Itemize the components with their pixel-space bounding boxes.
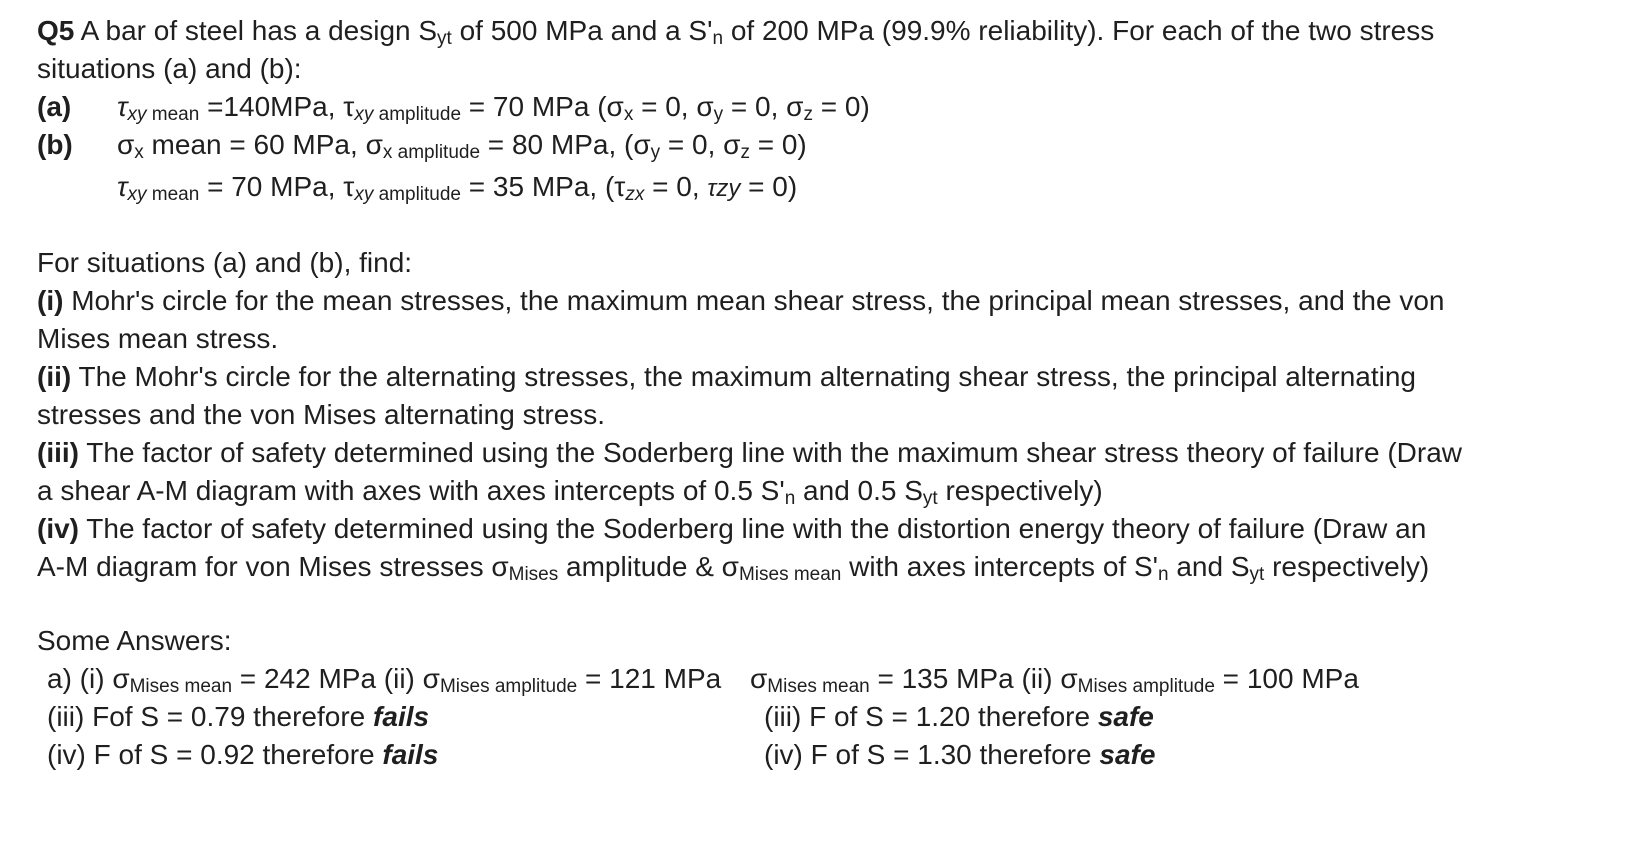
- question-intro-line-1: Q5 A bar of steel has a design $S_{yt}$ of 500 MPa and a $S'_n$ of 200 MPa (99.9% reliability). For each of the two stress: [37, 15, 1435, 49]
- find-item-ii-line-1: (ii) The Mohr's circle for the alternating stresses, the maximum alternating shear stress, the principal alternating: [37, 361, 1416, 392]
- case-a-label: (a): [37, 91, 72, 122]
- case-b-label: (b): [37, 129, 73, 160]
- answer-b-line-3: (iv) F of S = 1.30 therefore safe: [764, 739, 1156, 770]
- answer-b-line-2: (iii) F of S = 1.20 therefore safe: [764, 701, 1154, 732]
- find-item-i-line-2: Mises mean stress.: [37, 323, 279, 354]
- find-item-i-line-1: (i) Mohr's circle for the mean stresses, the maximum mean shear stress, the principal mean stresses, and the von: [37, 285, 1445, 316]
- answer-a-line-1: a) (i) $\sigma_{Mises mean} = 242$ MPa (ii) $\sigma_{Mises amplitude} = 121$ MPa: [47, 663, 722, 697]
- find-item-iii-line-2: a shear A-M diagram with axes with axes intercepts of 0.5 $S'_n$ and 0.5 $S_{yt}$ respectively): [37, 475, 1103, 509]
- case-a-line: (a) $\tau_{xy}$ $_{mean}$ =140MPa, $\tau_{xy}$ $_{amplitude}$ = 70 MPa ($\sigma_x = 0$, $\sigma_y = 0$, $\sigma_z = 0$): [37, 88, 870, 126]
- question-intro-line-2: situations (a) and (b):: [37, 53, 302, 84]
- find-item-iv-line-1: (iv) The factor of safety determined using the Soderberg line with the distortion energy theory of failure (Draw an: [37, 513, 1427, 544]
- answers-heading: Some Answers:: [37, 625, 232, 656]
- find-item-ii-line-2: stresses and the von Mises alternating stress.: [37, 399, 606, 430]
- answer-a-line-3: (iv) F of S = 0.92 therefore fails: [47, 739, 439, 770]
- case-b-line-1: (b) $\sigma_x$ mean = 60 MPa, $\sigma_{x amplitude} = 80$ MPa, ($\sigma_y = 0$, $\sigma_z = 0$): [37, 126, 807, 164]
- find-item-iii-line-1: (iii) The factor of safety determined using the Soderberg line with the maximum shear stress theory of failure (Draw: [37, 437, 1463, 468]
- answer-a-line-2: (iii) Fof S = 0.79 therefore fails: [47, 701, 430, 732]
- answer-b-line-1: $\sigma_{Mises mean} = 135$ MPa (ii) $\sigma_{Mises amplitude} = 100$ MPa: [750, 663, 1359, 697]
- question-number: Q5: [37, 15, 75, 46]
- verdict-b-iv: safe: [1099, 739, 1156, 770]
- verdict-a-iii: fails: [373, 701, 430, 732]
- verdict-a-iv: fails: [382, 739, 439, 770]
- find-heading: For situations (a) and (b), find:: [37, 247, 413, 278]
- find-item-iv-line-2: A-M diagram for von Mises stresses $\sigma_{Mises}$ amplitude & $\sigma_{Mises mean}$ with axes intercepts of $S'_n$ and $S_{yt}$ respectively): [37, 551, 1430, 585]
- case-b-line-2: $\tau_{xy}$ $_{mean}$ = 70 MPa, $\tau_{xy}$ $_{amplitude}$ = 35 MPa, ($\tau_{zx} = 0$, τzy = 0): [117, 171, 798, 205]
- verdict-b-iii: safe: [1097, 701, 1154, 732]
